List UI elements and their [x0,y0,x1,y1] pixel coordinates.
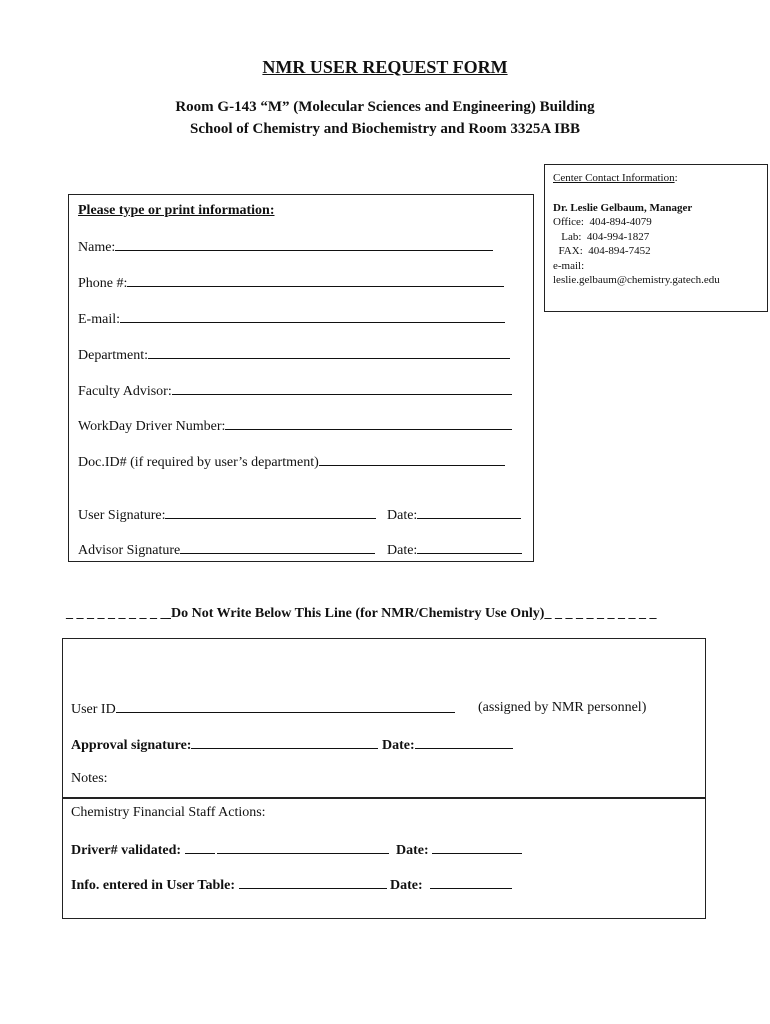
user-id-field[interactable] [71,700,455,718]
name-label: Name: [78,240,116,255]
advisor-signature-date-field[interactable] [387,541,522,559]
docid-label: Doc.ID# (if required by user’s department) [78,455,319,470]
driver-validated-line-b[interactable] [217,841,389,854]
phone-input-line[interactable] [127,274,504,287]
nmr-use-section [62,638,706,798]
user-signature-date-field[interactable] [387,506,521,524]
docid-input-line[interactable] [319,453,505,466]
approval-date-label: Date: [381,738,415,753]
date-label: Date: [387,508,418,523]
department-label: Department: [78,348,148,363]
user-signature-label: User Signature: [78,508,166,523]
info-entered-line[interactable] [239,876,387,889]
divider-dashes-left: _ _ _ _ _ _ _ _ _ _ [66,606,168,621]
email-label: E-mail: [78,312,120,327]
info-entered-field[interactable] [71,876,512,894]
driver-validated-label: Driver# validated: [71,843,182,858]
faculty-advisor-field[interactable] [78,382,512,400]
user-id-input-line[interactable] [116,700,455,713]
contact-info-box [544,164,768,312]
date-label: Date: [387,543,418,558]
faculty-advisor-label: Faculty Advisor: [78,384,172,399]
user-signature-field[interactable] [78,506,376,524]
department-field[interactable] [78,346,510,364]
divider-text: Do Not Write Below This Line (for NMR/Chemistry Use Only) [171,606,545,621]
advisor-signature-line[interactable] [180,541,375,554]
finance-staff-section [62,798,706,919]
name-field[interactable] [78,238,493,256]
info-date-label: Date: [390,878,423,893]
contact-fax: FAX: 404-894-7452 [553,245,651,257]
date-input-line[interactable] [417,506,521,519]
department-input-line[interactable] [148,346,510,359]
user-id-label: User ID [71,702,116,717]
advisor-signature-field[interactable] [78,541,375,559]
notes-label: Notes: [71,771,108,786]
contact-lab-phone: Lab: 404-994-1827 [553,230,650,243]
contact-email[interactable]: leslie.gelbaum@chemistry.gatech.edu [553,274,720,286]
info-entered-label: Info. entered in User Table: [71,878,235,893]
contact-office-phone: Office: 404-894-4079 [553,216,652,228]
divider-dashes-right: _ _ _ _ _ _ _ _ _ _ _ [544,606,657,621]
approval-date-line[interactable] [415,736,513,749]
user-info-form [68,194,534,562]
user-id-note: (assigned by NMR personnel) [478,700,647,715]
info-date-line[interactable] [430,876,512,889]
do-not-write-divider [66,606,656,622]
date-input-line[interactable] [417,541,522,554]
location-line-2: School of Chemistry and Biochemistry and Room 3325A IBB [189,121,581,137]
email-field[interactable] [78,310,505,328]
driver-date-line[interactable] [432,841,522,854]
location-line-1: Room G-143 “M” (Molecular Sciences and Engineering) Building [175,99,595,115]
phone-field[interactable] [78,274,504,292]
driver-date-label: Date: [396,843,429,858]
advisor-signature-label: Advisor Signature [78,543,181,558]
approval-signature-label: Approval signature: [71,738,192,753]
contact-email-label: e-mail: [553,259,585,272]
workday-driver-field[interactable] [78,417,512,435]
contact-manager-name: Dr. Leslie Gelbaum, Manager [553,201,693,214]
form-instruction: Please type or print information: [78,203,275,218]
driver-validated-field[interactable] [71,841,522,859]
email-input-line[interactable] [120,310,505,323]
phone-label: Phone #: [78,276,128,291]
approval-signature-field[interactable] [71,736,513,754]
workday-driver-label: WorkDay Driver Number: [78,419,226,434]
user-signature-line[interactable] [165,506,376,519]
contact-heading: Center Contact Information: [553,172,678,184]
name-input-line[interactable] [115,238,493,251]
docid-field[interactable] [78,453,505,471]
driver-validated-line-a[interactable] [185,841,215,854]
faculty-advisor-input-line[interactable] [172,382,512,395]
form-title: NMR USER REQUEST FORM [262,57,508,77]
finance-heading: Chemistry Financial Staff Actions: [71,805,266,820]
workday-driver-input-line[interactable] [225,417,512,430]
approval-signature-line[interactable] [191,736,378,749]
